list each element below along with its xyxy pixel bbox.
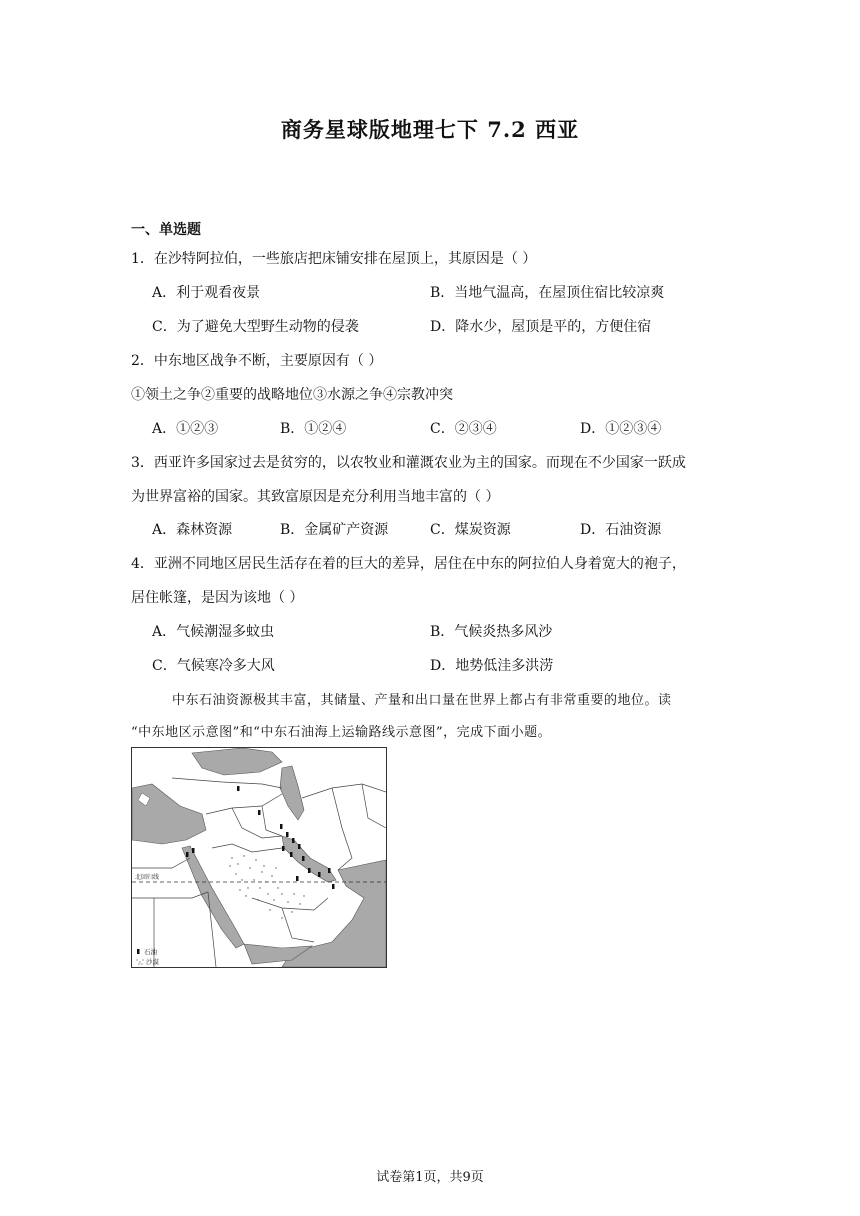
question-2-option-b: B．①②④ xyxy=(280,421,347,437)
question-1-option-a: A．利于观看夜景 xyxy=(152,285,261,301)
question-2-option-a: A．①②③ xyxy=(152,421,219,437)
question-1-option-b: B．当地气温高，在屋顶住宿比较凉爽 xyxy=(430,285,665,301)
question-4-option-d: D．地势低洼多洪涝 xyxy=(430,658,554,674)
page-footer: 试卷第1页，共9页 xyxy=(376,1170,484,1185)
document-title: 商务星球版地理七下 7.2 西亚 xyxy=(280,117,580,142)
question-4-option-a: A．气候潮湿多蚊虫 xyxy=(152,624,275,640)
question-1-option-c: C．为了避免大型野生动物的侵袭 xyxy=(152,319,359,335)
desert-legend-label: 沙漠 xyxy=(146,958,159,966)
question-1-stem: 1．在沙特阿拉伯，一些旅店把床铺安排在屋顶上，其原因是（ ） xyxy=(131,251,537,267)
desert-stipple xyxy=(229,855,304,918)
question-4-option-c: C．气候寒冷多大风 xyxy=(152,658,275,674)
question-3-option-a: A．森林资源 xyxy=(152,522,233,538)
question-3-stem-line2: 为世界富裕的国家。其致富原因是充分利用当地丰富的（ ） xyxy=(131,489,500,505)
question-3-stem-line1: 3．西亚许多国家过去是贫穷的，以农牧业和灌溉农业为主的国家。而现在不少国家一跃成 xyxy=(131,455,686,471)
section-heading: 一、单选题 xyxy=(131,222,201,238)
question-1-option-d: D．降水少，屋顶是平的，方便住宿 xyxy=(430,319,652,335)
middle-east-map xyxy=(131,747,387,968)
question-2-option-c: C．②③④ xyxy=(430,421,497,437)
question-4-option-b: B．气候炎热多风沙 xyxy=(430,624,553,640)
question-3-option-d: D．石油资源 xyxy=(580,522,662,538)
question-3-option-b: B．金属矿产资源 xyxy=(280,522,389,538)
tropic-label: 北回归线 xyxy=(135,874,160,881)
map-svg xyxy=(132,748,386,967)
question-2-items: ①领土之争②重要的战略地位③水源之争④宗教冲突 xyxy=(131,387,453,403)
oil-legend-icon xyxy=(137,949,140,954)
question-4-stem-line2: 居住帐篷，是因为该地（ ） xyxy=(131,590,304,606)
passage-line-1: 中东石油资源极其丰富，其储量、产量和出口量在世界上都占有非常重要的地位。读 xyxy=(172,693,672,708)
question-2-option-d: D．①②③④ xyxy=(580,421,662,437)
passage-line-2: “中东地区示意图”和“中东石油海上运输路线示意图”，完成下面小题。 xyxy=(131,725,552,740)
desert-legend-icon xyxy=(136,959,143,964)
question-2-stem: 2．中东地区战争不断，主要原因有（ ） xyxy=(131,353,383,369)
question-3-option-c: C．煤炭资源 xyxy=(430,522,511,538)
oil-legend-label: 石油 xyxy=(144,948,157,956)
sea-areas xyxy=(132,748,386,967)
map-legend xyxy=(136,947,159,966)
question-4-stem-line1: 4．亚洲不同地区居民生活存在着的巨大的差异，居住在中东的阿拉伯人身着宽大的袍子， xyxy=(131,556,686,572)
